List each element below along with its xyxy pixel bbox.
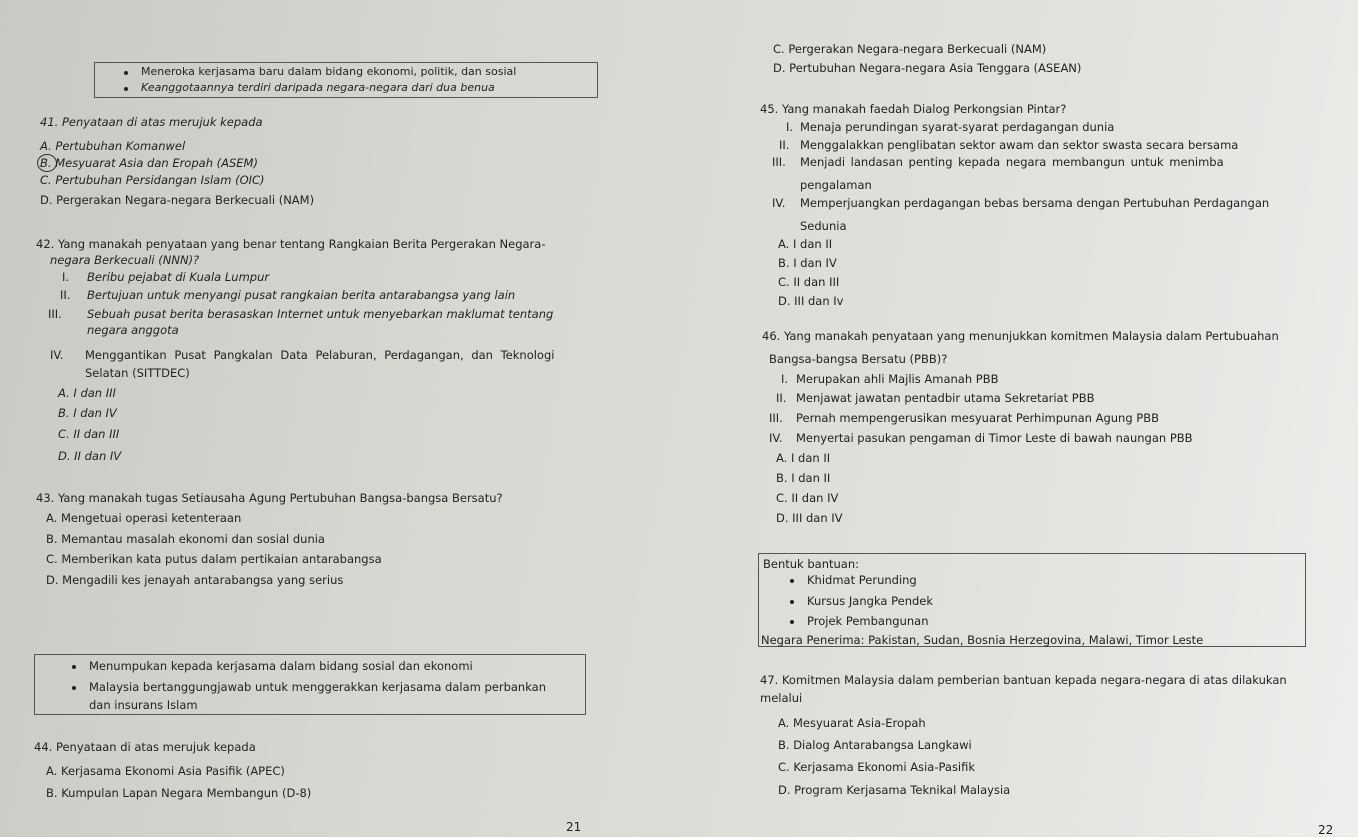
- q45-item-text: pengalaman: [800, 178, 872, 192]
- q45-option-a: A. I dan II: [778, 237, 833, 251]
- q46-option-b: B. I dan II: [776, 471, 831, 485]
- q44-stem: 44. Penyataan di atas merujuk kepada: [34, 740, 256, 754]
- bullet: [790, 620, 794, 624]
- q42-item-num: I.: [62, 270, 70, 284]
- q44-option-c: C. Pergerakan Negara-negara Berkecuali (NAM): [773, 42, 1047, 56]
- aid-box-bullet: Kursus Jangka Pendek: [807, 594, 934, 608]
- q47-option-d: D. Program Kerjasama Teknikal Malaysia: [778, 783, 1011, 797]
- q44-option-a: A. Kerjasama Ekonomi Asia Pasifik (APEC): [46, 764, 285, 778]
- q45-item-num: III.: [772, 155, 786, 169]
- q45-item-text: Sedunia: [800, 219, 847, 233]
- aid-box-bullet: Projek Pembangunan: [807, 614, 929, 628]
- q45-option-d: D. III dan Iv: [778, 294, 844, 308]
- q42-item-text: negara anggota: [87, 323, 179, 337]
- bullet: [790, 600, 794, 604]
- q42-item-num: III.: [48, 307, 62, 321]
- q42-item-text: Selatan (SITTDEC): [85, 366, 190, 380]
- q45-item-num: IV.: [772, 196, 786, 210]
- q42-stem: negara Berkecuali (NNN)?: [50, 253, 200, 267]
- q42-stem: 42. Yang manakah penyataan yang benar tentang Rangkaian Berita Pergerakan Negara-: [36, 237, 546, 251]
- q46-item-num: IV.: [769, 431, 783, 445]
- page-number-right: 22: [1318, 823, 1334, 837]
- aid-box-heading: Bentuk bantuan:: [763, 557, 860, 571]
- q42-item-text: Bertujuan untuk menyangi pusat rangkaian berita antarabangsa yang lain: [87, 288, 516, 302]
- q45-item-num: II.: [779, 138, 790, 152]
- q43-option-c: C. Memberikan kata putus dalam pertikaian antarabangsa: [46, 552, 382, 566]
- q44-option-d: D. Pertubuhan Negara-negara Asia Tenggara (ASEAN): [773, 61, 1082, 75]
- info-box-2-line: Malaysia bertanggungjawab untuk menggerakkan kerjasama dalam perbankan: [89, 680, 547, 694]
- q43-stem: 43. Yang manakah tugas Setiausaha Agung Pertubuhan Bangsa-bangsa Bersatu?: [36, 491, 503, 505]
- q42-option-c: C. II dan III: [58, 427, 120, 441]
- bullet: [790, 579, 794, 583]
- q46-option-a: A. I dan II: [776, 451, 831, 465]
- info-box-1-line: Meneroka kerjasama baru dalam bidang ekonomi, politik, dan sosial: [141, 65, 517, 78]
- q46-item-text: Menyertai pasukan pengaman di Timor Leste di bawah naungan PBB: [796, 431, 1193, 445]
- bullet: [124, 87, 128, 91]
- q42-item-num: II.: [60, 288, 71, 302]
- q41-option-b: B. Mesyuarat Asia dan Eropah (ASEM): [40, 156, 258, 170]
- q45-item-text: Menggalakkan penglibatan sektor awam dan sektor swasta secara bersama: [800, 138, 1239, 152]
- q46-item-text: Merupakan ahli Majlis Amanah PBB: [796, 372, 999, 386]
- q46-item-text: Menjawat jawatan pentadbir utama Sekretariat PBB: [796, 391, 1095, 405]
- q41-option-a: A. Pertubuhan Komanwel: [40, 139, 186, 153]
- q42-item-text: Beribu pejabat di Kuala Lumpur: [87, 270, 270, 284]
- q47-option-b: B. Dialog Antarabangsa Langkawi: [778, 738, 972, 752]
- q45-item-text: Menjadi landasan penting kepada negara membangun untuk menimba: [800, 155, 1224, 169]
- q43-option-b: B. Memantau masalah ekonomi dan sosial dunia: [46, 532, 325, 546]
- bullet: [124, 71, 128, 75]
- page-number-left: 21: [566, 820, 582, 834]
- q42-option-d: D. II dan IV: [58, 449, 122, 463]
- q45-item-text: Menaja perundingan syarat-syarat perdagangan dunia: [800, 120, 1115, 134]
- info-box-2-line: Menumpukan kepada kerjasama dalam bidang sosial dan ekonomi: [89, 659, 473, 673]
- q46-option-d: D. III dan IV: [776, 511, 843, 525]
- info-box-1-line: Keanggotaannya terdiri daripada negara-negara dari dua benua: [141, 81, 495, 94]
- aid-box-bullet: Khidmat Perunding: [807, 573, 917, 587]
- q42-item-text: Menggantikan Pusat Pangkalan Data Pelaburan, Perdagangan, dan Teknologi: [85, 348, 555, 362]
- q41-stem: 41. Penyataan di atas merujuk kepada: [40, 115, 263, 129]
- q46-option-c: C. II dan IV: [776, 491, 839, 505]
- q43-option-d: D. Mengadili kes jenayah antarabangsa yang serius: [46, 573, 344, 587]
- q46-stem: Bangsa-bangsa Bersatu (PBB)?: [769, 352, 948, 366]
- q45-stem: 45. Yang manakah faedah Dialog Perkongsian Pintar?: [760, 102, 1067, 116]
- q44-option-b: B. Kumpulan Lapan Negara Membangun (D-8): [46, 786, 312, 800]
- info-box-2-line: dan insurans Islam: [89, 698, 198, 712]
- bullet: [72, 665, 76, 669]
- q42-item-num: IV.: [50, 348, 64, 362]
- q46-item-text: Pernah mempengerusikan mesyuarat Perhimpunan Agung PBB: [796, 411, 1160, 425]
- q47-option-c: C. Kerjasama Ekonomi Asia-Pasifik: [778, 760, 976, 774]
- q42-option-a: A. I dan III: [58, 386, 116, 400]
- bullet: [72, 686, 76, 690]
- q47-option-a: A. Mesyuarat Asia-Eropah: [778, 716, 926, 730]
- q42-item-text: Sebuah pusat berita berasaskan Internet untuk menyebarkan maklumat tentang: [87, 307, 554, 321]
- q42-option-b: B. I dan IV: [58, 406, 117, 420]
- q41-option-d: D. Pergerakan Negara-negara Berkecuali (NAM): [40, 193, 315, 207]
- q45-option-b: B. I dan IV: [778, 256, 837, 270]
- aid-box-footer: Negara Penerima: Pakistan, Sudan, Bosnia Herzegovina, Malawi, Timor Leste: [761, 633, 1204, 647]
- q43-option-a: A. Mengetuai operasi ketenteraan: [46, 511, 242, 525]
- q47-stem: 47. Komitmen Malaysia dalam pemberian bantuan kepada negara-negara di atas dilakukan: [760, 673, 1287, 687]
- q45-item-text: Memperjuangkan perdagangan bebas bersama dengan Pertubuhan Perdagangan: [800, 196, 1270, 210]
- q45-item-num: I.: [786, 120, 794, 134]
- q45-option-c: C. II dan III: [778, 275, 840, 289]
- q41-option-c: C. Pertubuhan Persidangan Islam (OIC): [40, 173, 265, 187]
- q47-stem: melalui: [760, 691, 803, 705]
- q46-item-num: II.: [776, 391, 787, 405]
- q46-item-num: I.: [781, 372, 789, 386]
- q46-stem: 46. Yang manakah penyataan yang menunjukkan komitmen Malaysia dalam Pertubuahan: [762, 329, 1279, 343]
- q46-item-num: III.: [769, 411, 783, 425]
